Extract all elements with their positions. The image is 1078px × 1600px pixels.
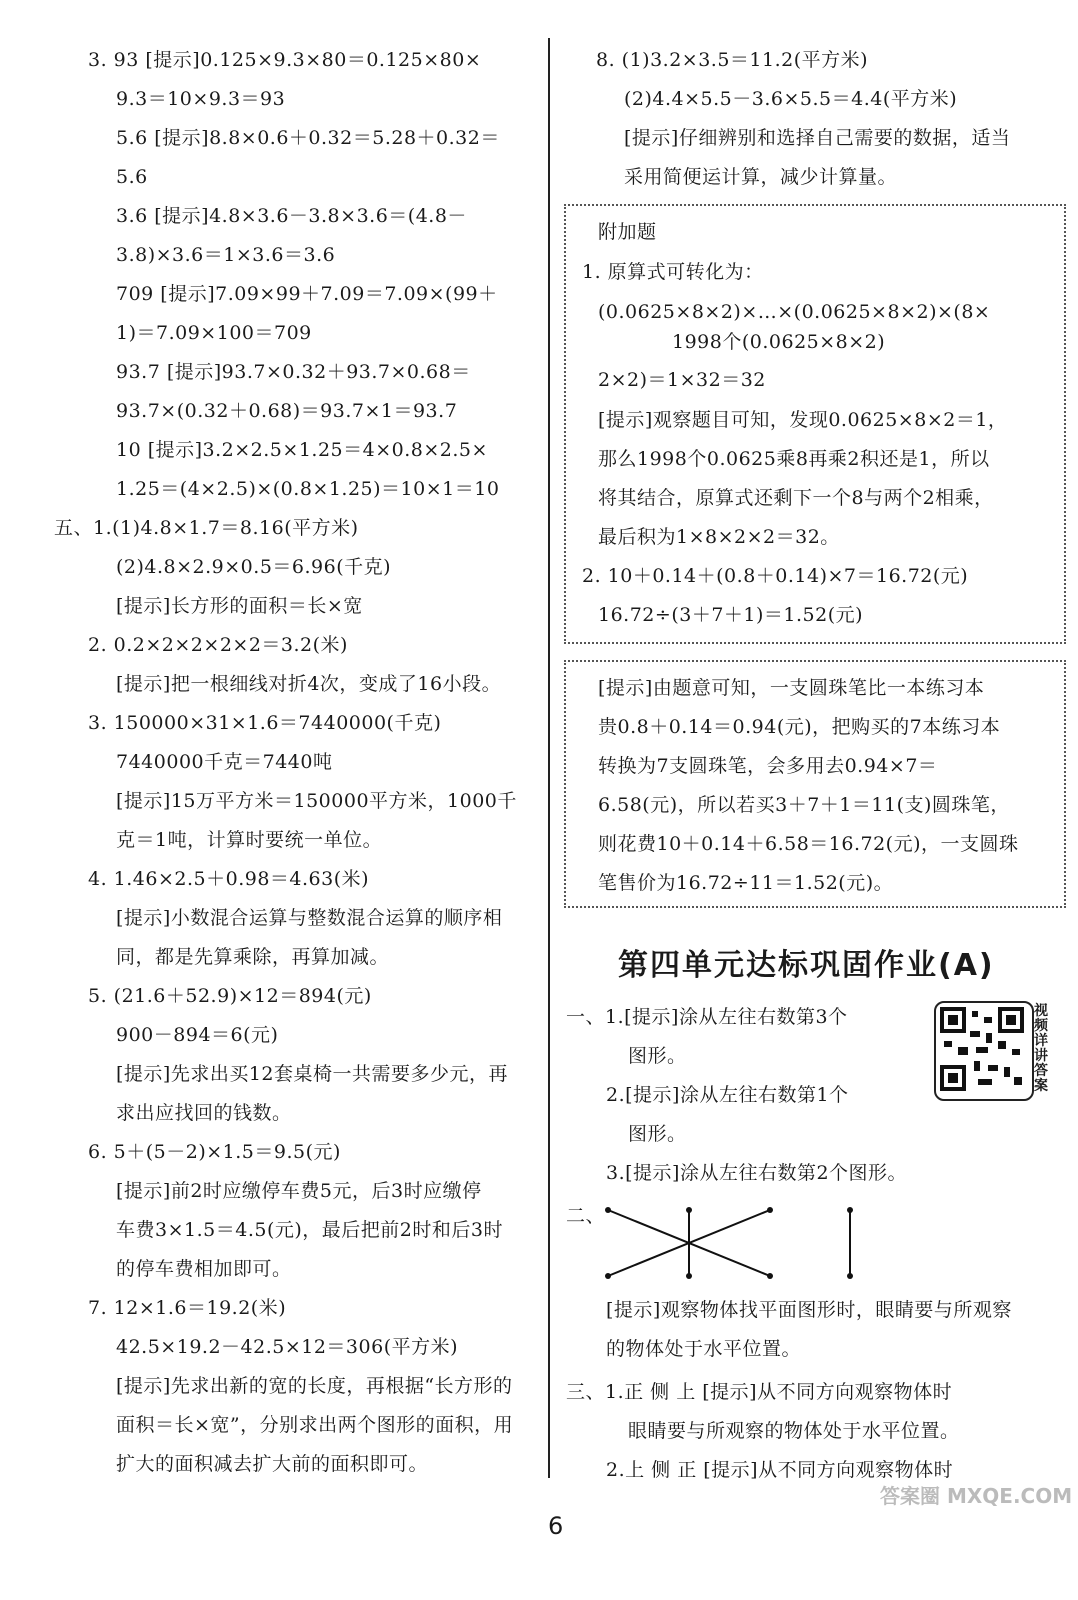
left-line: 10 [提示]3.2×2.5×1.25＝4×0.8×2.5×	[116, 439, 488, 461]
right-line: 附加题	[598, 221, 657, 243]
left-line: [提示]先求出新的宽的长度，再根据“长方形的	[116, 1375, 513, 1397]
right-line: 2×2)＝1×32＝32	[598, 369, 766, 391]
right-line: 2.[提示]涂从左往右数第1个	[606, 1084, 849, 1106]
left-line: 4. 1.46×2.5＋0.98＝4.63(米)	[88, 868, 370, 890]
left-line: 5.6 [提示]8.8×0.6＋0.32＝5.28＋0.32＝	[116, 127, 500, 149]
right-line: 最后积为1×8×2×2＝32。	[598, 526, 840, 548]
lines-figure	[600, 1200, 870, 1290]
left-line: [提示]把一根细线对折4次，变成了16小段。	[116, 673, 502, 695]
right-line: 则花费10＋0.14＋6.58＝16.72(元)，一支圆珠	[598, 833, 1019, 855]
left-line: [提示]小数混合运算与整数混合运算的顺序相	[116, 907, 503, 929]
right-line: 眼睛要与所观察的物体处于水平位置。	[628, 1420, 960, 1442]
right-line: 图形。	[628, 1045, 687, 1067]
right-line: [提示]观察物体找平面图形时，眼睛要与所观察	[606, 1299, 1012, 1321]
left-line: 同，都是先算乘除，再算加减。	[116, 946, 390, 968]
left-line: 7. 12×1.6＝19.2(米)	[88, 1297, 287, 1319]
left-line: 93.7 [提示]93.7×0.32＋93.7×0.68＝	[116, 361, 471, 383]
right-line: 三、1.正 侧 上 [提示]从不同方向观察物体时	[566, 1381, 953, 1403]
right-line: [提示]观察题目可知，发现0.0625×8×2＝1，	[598, 409, 1008, 431]
right-line: (2)4.4×5.5－3.6×5.5＝4.4(平方米)	[624, 88, 958, 110]
right-line: 那么1998个0.0625乘8再乘2积还是1，所以	[598, 448, 990, 470]
left-line: 求出应找回的钱数。	[116, 1102, 292, 1124]
left-line: 扩大的面积减去扩大前的面积即可。	[116, 1453, 429, 1475]
right-line: 1. 原算式可转化为：	[582, 261, 764, 283]
right-line: 6.58(元)，所以若买3＋7＋1＝11(支)圆珠笔，	[598, 794, 1010, 816]
qr-code[interactable]	[934, 1001, 1034, 1101]
watermark: 答案圈 MXQE.COM	[880, 1484, 1073, 1508]
right-line: 3.[提示]涂从左往右数第2个图形。	[606, 1162, 908, 1184]
section-heading: 第四单元达标巩固作业(A)	[618, 948, 995, 983]
right-line: 图形。	[628, 1123, 687, 1145]
left-line: 3.6 [提示]4.8×3.6－3.8×3.6＝(4.8－	[116, 205, 467, 227]
left-line: 7440000千克＝7440吨	[116, 751, 333, 773]
left-line: [提示]长方形的面积＝长×宽	[116, 595, 363, 617]
qr-pattern-icon	[936, 1003, 1028, 1095]
right-line: 一、1.[提示]涂从左往右数第3个	[566, 1006, 848, 1028]
right-line: 16.72÷(3＋7＋1)＝1.52(元)	[598, 604, 864, 626]
left-line: 2. 0.2×2×2×2×2＝3.2(米)	[88, 634, 348, 656]
left-line: 6. 5＋(5－2)×1.5＝9.5(元)	[88, 1141, 341, 1163]
right-line: 采用简便运计算，减少计算量。	[624, 166, 898, 188]
left-line: 3.8)×3.6＝1×3.6＝3.6	[116, 244, 336, 266]
left-line: 900－894＝6(元)	[116, 1024, 279, 1046]
right-line: 二、	[566, 1205, 606, 1227]
left-line: 5.6	[116, 166, 148, 188]
left-line: [提示]先求出买12套桌椅一共需要多少元，再	[116, 1063, 509, 1085]
left-line: 的停车费相加即可。	[116, 1258, 292, 1280]
right-line: 转换为7支圆珠笔，会多用去0.94×7＝	[598, 755, 938, 777]
left-line: (2)4.8×2.9×0.5＝6.96(千克)	[116, 556, 392, 578]
left-line: 五、1.(1)4.8×1.7＝8.16(平方米)	[54, 517, 359, 539]
right-line: 2.上 侧 正 [提示]从不同方向观察物体时	[606, 1459, 954, 1481]
right-line: 贵0.8＋0.14＝0.94(元)，把购买的7本练习本	[598, 716, 1001, 738]
right-line: 将其结合，原算式还剩下一个8与两个2相乘，	[598, 487, 994, 509]
right-line: 1998个(0.0625×8×2)	[672, 331, 886, 353]
left-line: 5. (21.6＋52.9)×12＝894(元)	[88, 985, 372, 1007]
left-line: 车费3×1.5＝4.5(元)，最后把前2时和后3时	[116, 1219, 503, 1241]
left-line: 1)＝7.09×100＝709	[116, 322, 312, 344]
right-line: (0.0625×8×2)×…×(0.0625×8×2)×(8×	[598, 301, 991, 323]
page-number: 6	[548, 1512, 564, 1540]
left-line: [提示]15万平方米＝150000平方米，1000千	[116, 790, 517, 812]
left-line: 3. 93 [提示]0.125×9.3×80＝0.125×80×	[88, 49, 482, 71]
left-line: 面积＝长×宽”，分别求出两个图形的面积，用	[116, 1414, 514, 1436]
right-line: 8. (1)3.2×3.5＝11.2(平方米)	[596, 49, 869, 71]
left-line: 709 [提示]7.09×99＋7.09＝7.09×(99＋	[116, 283, 498, 305]
right-line: 的物体处于水平位置。	[606, 1338, 802, 1360]
qr-label: 视频详讲答案	[1034, 1003, 1048, 1094]
left-line: 克＝1吨，计算时要统一单位。	[116, 829, 383, 851]
left-line: 42.5×19.2－42.5×12＝306(平方米)	[116, 1336, 459, 1358]
left-line: 1.25＝(4×2.5)×(0.8×1.25)＝10×1＝10	[116, 478, 500, 500]
right-line: [提示]仔细辨别和选择自己需要的数据，适当	[624, 127, 1011, 149]
left-line: 9.3＝10×9.3＝93	[116, 88, 286, 110]
right-line: 2. 10＋0.14＋(0.8＋0.14)×7＝16.72(元)	[582, 565, 969, 587]
left-line: 3. 150000×31×1.6＝7440000(千克)	[88, 712, 442, 734]
column-divider	[548, 38, 550, 1478]
left-line: 93.7×(0.32＋0.68)＝93.7×1＝93.7	[116, 400, 458, 422]
right-line: [提示]由题意可知，一支圆珠笔比一本练习本	[598, 677, 985, 699]
right-line: 笔售价为16.72÷11＝1.52(元)。	[598, 872, 894, 894]
left-line: [提示]前2时应缴停车费5元，后3时应缴停	[116, 1180, 482, 1202]
